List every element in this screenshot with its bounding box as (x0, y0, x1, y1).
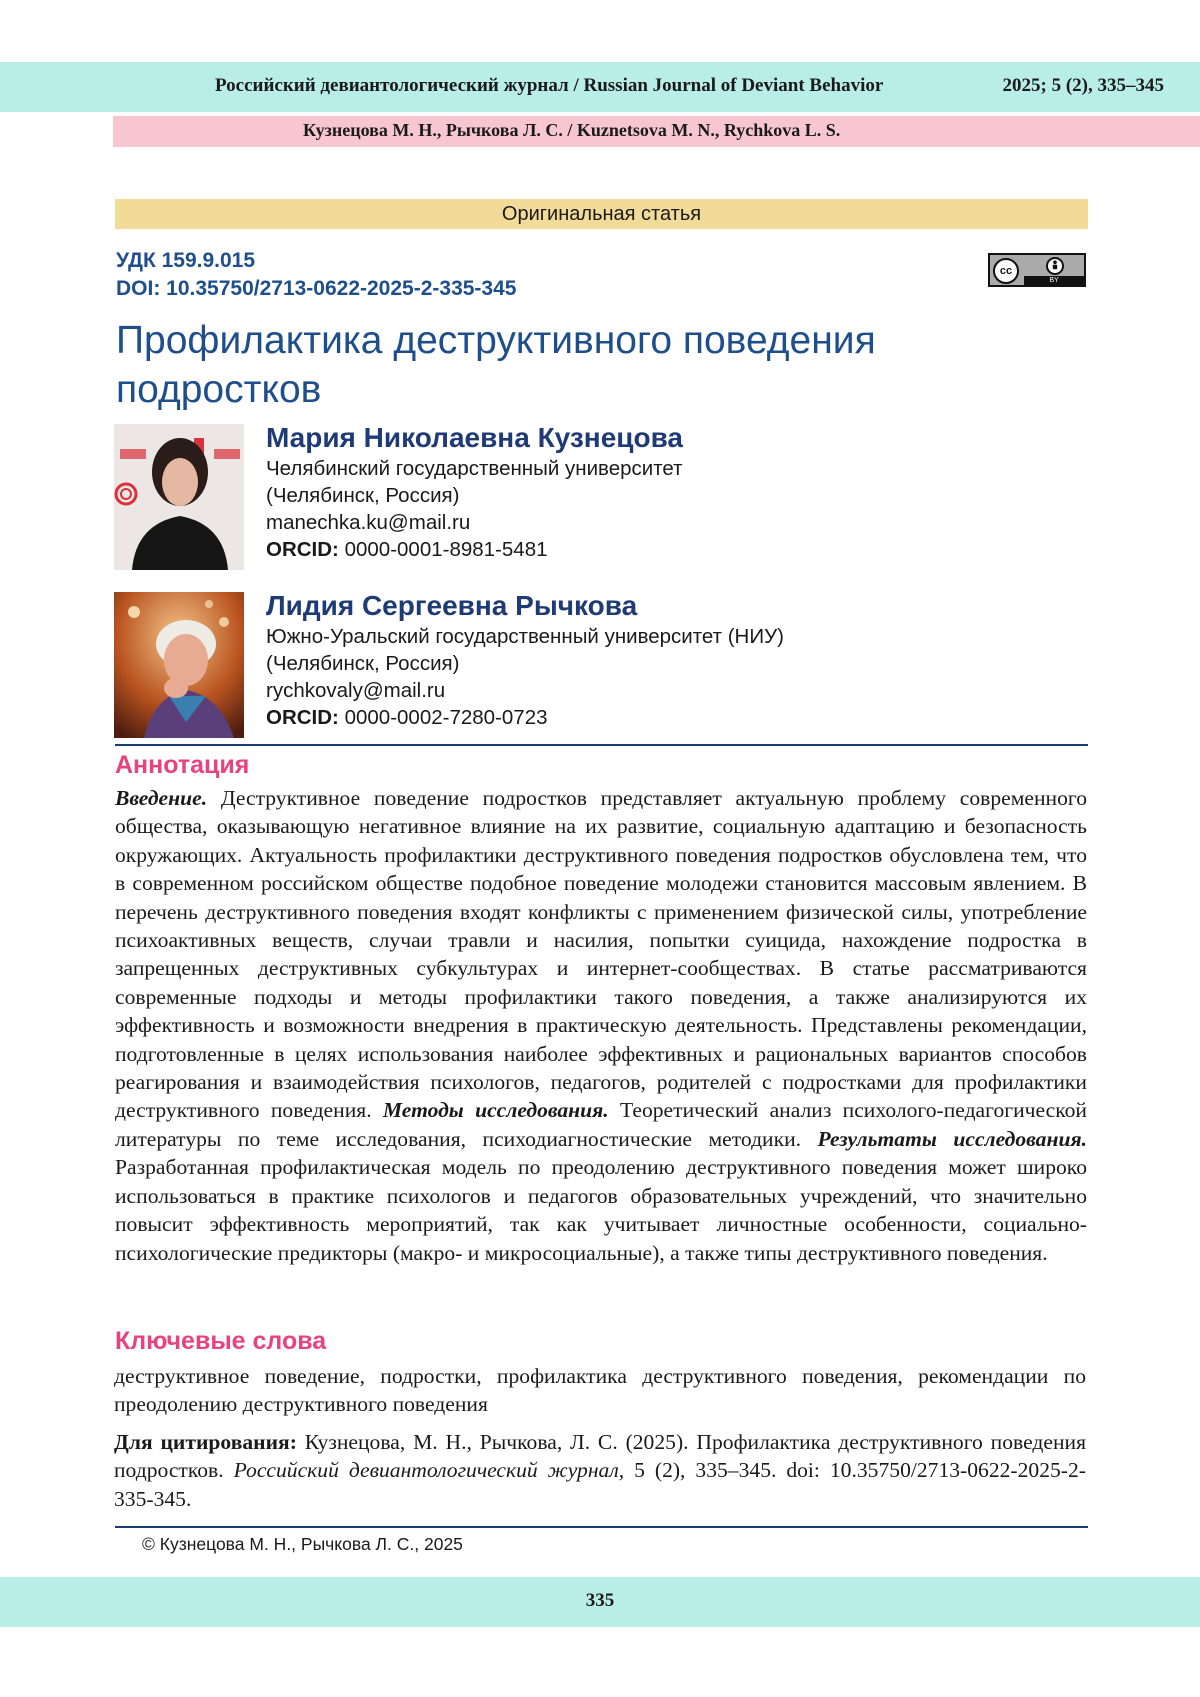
orcid-id[interactable]: 0000-0001-8981-5481 (344, 538, 548, 561)
page-footer-band (0, 1577, 1200, 1627)
article-title: Профилактика деструктивного поведения подростков (116, 319, 876, 411)
author-email[interactable]: manechka.ku@mail.ru (266, 511, 471, 534)
abstract-intro-text: Деструктивное поведение подростков представляет актуальную проблему современного общества, оказывающую негативное влияние на их развитие, социальную адаптацию и безопасность окружающих. Актуальность профилактики деструктивного поведения подростков обусловлена тем, что в современном российском обществе подобное поведение молодежи становится массовым явлением. В перечень деструктивного поведения входят конфликты с применением физической силы, употребление психоактивных веществ, случаи травли и насилия, попытки суицида, нахождение подростка в запрещенных деструктивных субкультурах и интернет-сообществах. В статье рассматриваются современные подходы и методы профилактики такого поведения, а также анализируются их эффективность и возможности внедрения в практическую деятельность. Представлены рекомендации, подготовленные в целях использования наиболее эффективных и рациональных вариантов способов реагирования и взаимодействия психологов, педагогов, родителей с подростками для профилактики деструктивного поведения. (115, 786, 1087, 1123)
author-card-kuznetsova (266, 421, 1086, 563)
section-divider (115, 744, 1088, 746)
author-photo-kuznetsova (114, 424, 244, 570)
keywords-heading: Ключевые слова (115, 1327, 327, 1355)
abstract-results-label: Результаты исследования. (817, 1126, 1087, 1151)
author-portrait-2-image (114, 592, 244, 738)
attribution-person-icon (1046, 257, 1064, 275)
cc-icon: cc (993, 258, 1019, 284)
author-location: (Челябинск, Россия) (266, 652, 460, 675)
journal-title: Российский девиантологический журнал / Russian Journal of Deviant Behavior (215, 75, 884, 96)
author-name: Лидия Сергеевна Рычкова (266, 590, 638, 621)
abstract-text (115, 784, 1087, 1267)
author-affiliation: Челябинский государственный университет (266, 457, 683, 480)
author-email[interactable]: rychkovaly@mail.ru (266, 679, 446, 702)
abstract-heading: Аннотация (115, 751, 250, 779)
page-number: 335 (585, 1590, 615, 1611)
author-location: (Челябинск, Россия) (266, 484, 460, 507)
author-card-rychkova (266, 589, 1086, 731)
citation-text: Кузнецова, М. Н., Рычкова, Л. С. (2025). Профилактика деструктивного поведения подростков. (114, 1430, 1087, 1483)
running-authors-band (113, 116, 1200, 147)
article-type-banner: Оригинальная статья (115, 199, 1088, 229)
footer-divider (115, 1526, 1088, 1528)
keywords-text: деструктивное поведение, подростки, профилактика деструктивного поведения, рекомендации по преодолению деструктивного поведения (114, 1364, 1086, 1417)
author-portrait-1-image (114, 424, 244, 570)
journal-header-band (0, 62, 1200, 112)
orcid-label: ORCID: (266, 706, 339, 729)
author-photo-rychkova (114, 592, 244, 738)
citation-block (114, 1428, 1086, 1513)
person-icon (1048, 259, 1062, 273)
author-name: Мария Николаевна Кузнецова (266, 422, 683, 453)
citation-journal: Российский девиантологический журнал, (233, 1458, 625, 1483)
author-affiliation: Южно-Уральский государственный университет (НИУ) (266, 625, 784, 648)
udk-code: УДК 159.9.015 (116, 249, 256, 272)
citation-details: 5 (2), 335–345. doi: 10.35750/2713-0622-2025-2-335-345. (114, 1458, 1086, 1511)
issue-info: 2025; 5 (2), 335–345 (1002, 75, 1164, 96)
doi-link[interactable]: DOI: 10.35750/2713-0622-2025-2-335-345 (116, 277, 517, 300)
abstract-methods-text: Теоретический анализ психолого-педагогической литературы по теме исследования, психодиагностические методики. (115, 1098, 1087, 1151)
copyright-notice: © Кузнецова М. Н., Рычкова Л. С., 2025 (142, 1534, 463, 1554)
orcid-label: ORCID: (266, 538, 339, 561)
orcid-id[interactable]: 0000-0002-7280-0723 (344, 706, 548, 729)
abstract-intro-label: Введение. (115, 786, 208, 810)
author-orcid-line (266, 704, 1086, 731)
citation-label: Для цитирования: (114, 1430, 297, 1454)
abstract-results-text: Разработанная профилактическая модель по преодолению деструктивного поведения может широко использоваться в практике психологов и педагогов образовательных учреждений, что значительно повысит эффективность мероприятий, так как учитывает личностные особенности, социально-психологические предикторы (макро- и микросоциальные), а также типы деструктивного поведения. (115, 1155, 1087, 1265)
abstract-methods-label: Методы исследования. (382, 1098, 609, 1123)
author-orcid-line (266, 536, 1086, 563)
cc-by-license-icon[interactable] (988, 253, 1086, 287)
by-label: BY (1024, 276, 1084, 285)
running-authors: Кузнецова М. Н., Рычкова Л. С. / Kuznetsova M. N., Rychkova L. S. (303, 120, 841, 140)
